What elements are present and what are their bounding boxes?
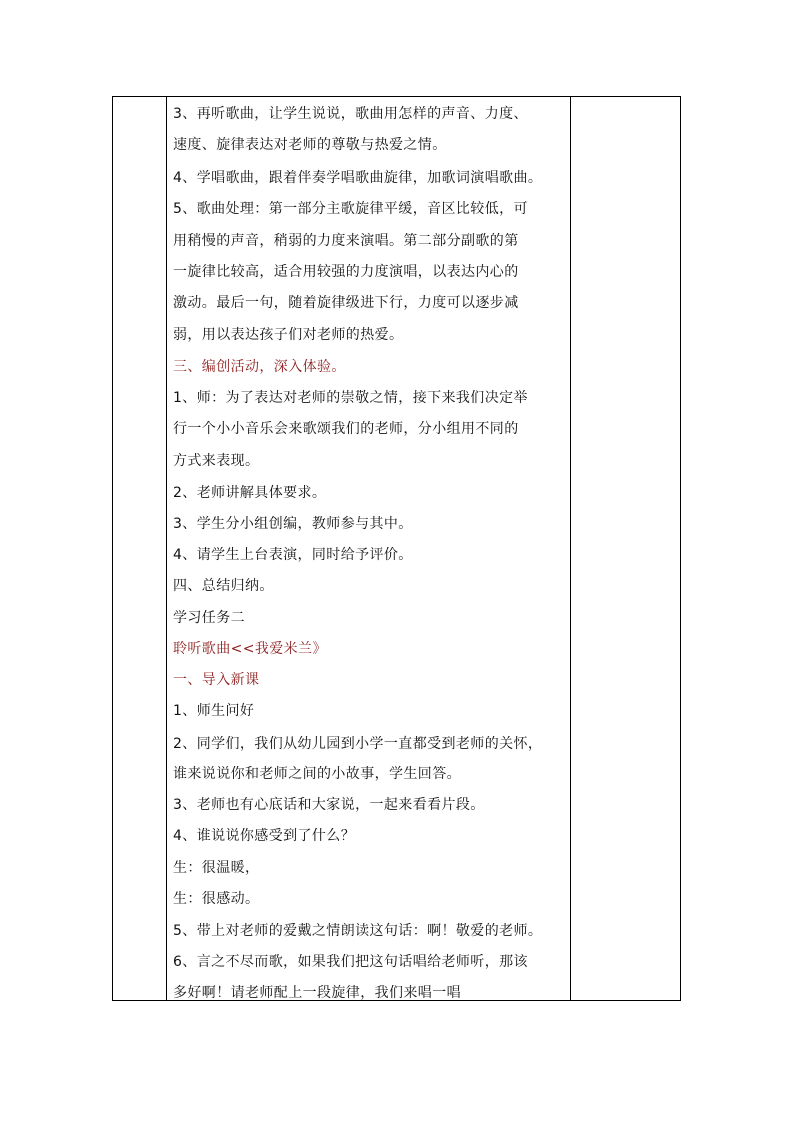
text-line: 2、老师讲解具体要求。 bbox=[173, 485, 327, 501]
text-line: 谁来说说你和老师之间的小故事，学生回答。 bbox=[173, 766, 461, 782]
text-line: 一旋律比较高，适合用较强的力度演唱，以表达内心的 bbox=[173, 264, 519, 280]
section-heading: 三、编创活动，深入体验。 bbox=[173, 359, 346, 375]
section-heading: 一、导入新课 bbox=[173, 672, 260, 688]
text-line: 3、再听歌曲，让学生说说，歌曲用怎样的声音、力度、 bbox=[173, 106, 528, 122]
text-line: 4、谁说说你感受到了什么？ bbox=[173, 828, 356, 844]
column-divider-right bbox=[570, 97, 571, 1000]
text-line: 生：很温暖， bbox=[173, 860, 260, 876]
text-line: 生：很感动。 bbox=[173, 891, 260, 907]
column-divider-left bbox=[166, 97, 167, 1000]
section-heading: 四、总结归纳。 bbox=[173, 578, 274, 594]
lesson-table bbox=[112, 96, 681, 1001]
text-line: 多好啊！请老师配上一段旋律，我们来唱一唱 bbox=[173, 985, 461, 1001]
text-line: 速度、旋律表达对老师的尊敬与热爱之情。 bbox=[173, 137, 447, 153]
text-line: 激动。最后一句，随着旋律级进下行，力度可以逐步减 bbox=[173, 295, 519, 311]
text-line: 用稍慢的声音，稍弱的力度来演唱。第二部分副歌的第 bbox=[173, 233, 519, 249]
text-line: 5、带上对老师的爱戴之情朗读这句话：啊！敬爱的老师。 bbox=[173, 923, 543, 939]
text-line: 2、同学们，我们从幼儿园到小学一直都受到老师的关怀， bbox=[173, 736, 543, 752]
text-line: 6、言之不尽而歌，如果我们把这句话唱给老师听，那该 bbox=[173, 954, 528, 970]
text-line: 4、请学生上台表演，同时给予评价。 bbox=[173, 547, 413, 563]
text-line: 方式来表现。 bbox=[173, 453, 260, 469]
text-line: 1、师：为了表达对老师的崇敬之情，接下来我们决定举 bbox=[173, 390, 528, 406]
text-line: 3、老师也有心底话和大家说，一起来看看片段。 bbox=[173, 797, 485, 813]
text-line: 5、歌曲处理：第一部分主歌旋律平缓，音区比较低，可 bbox=[173, 201, 528, 217]
song-title: 聆听歌曲<<我爱米兰》 bbox=[173, 641, 327, 657]
text-line: 行一个小小音乐会来歌颂我们的老师，分小组用不同的 bbox=[173, 421, 519, 437]
text-line: 4、学唱歌曲，跟着伴奏学唱歌曲旋律，加歌词演唱歌曲。 bbox=[173, 170, 543, 186]
text-line: 1、师生问好 bbox=[173, 703, 255, 719]
text-line: 弱，用以表达孩子们对老师的热爱。 bbox=[173, 327, 404, 343]
task-heading: 学习任务二 bbox=[173, 610, 245, 626]
text-line: 3、学生分小组创编，教师参与其中。 bbox=[173, 516, 413, 532]
